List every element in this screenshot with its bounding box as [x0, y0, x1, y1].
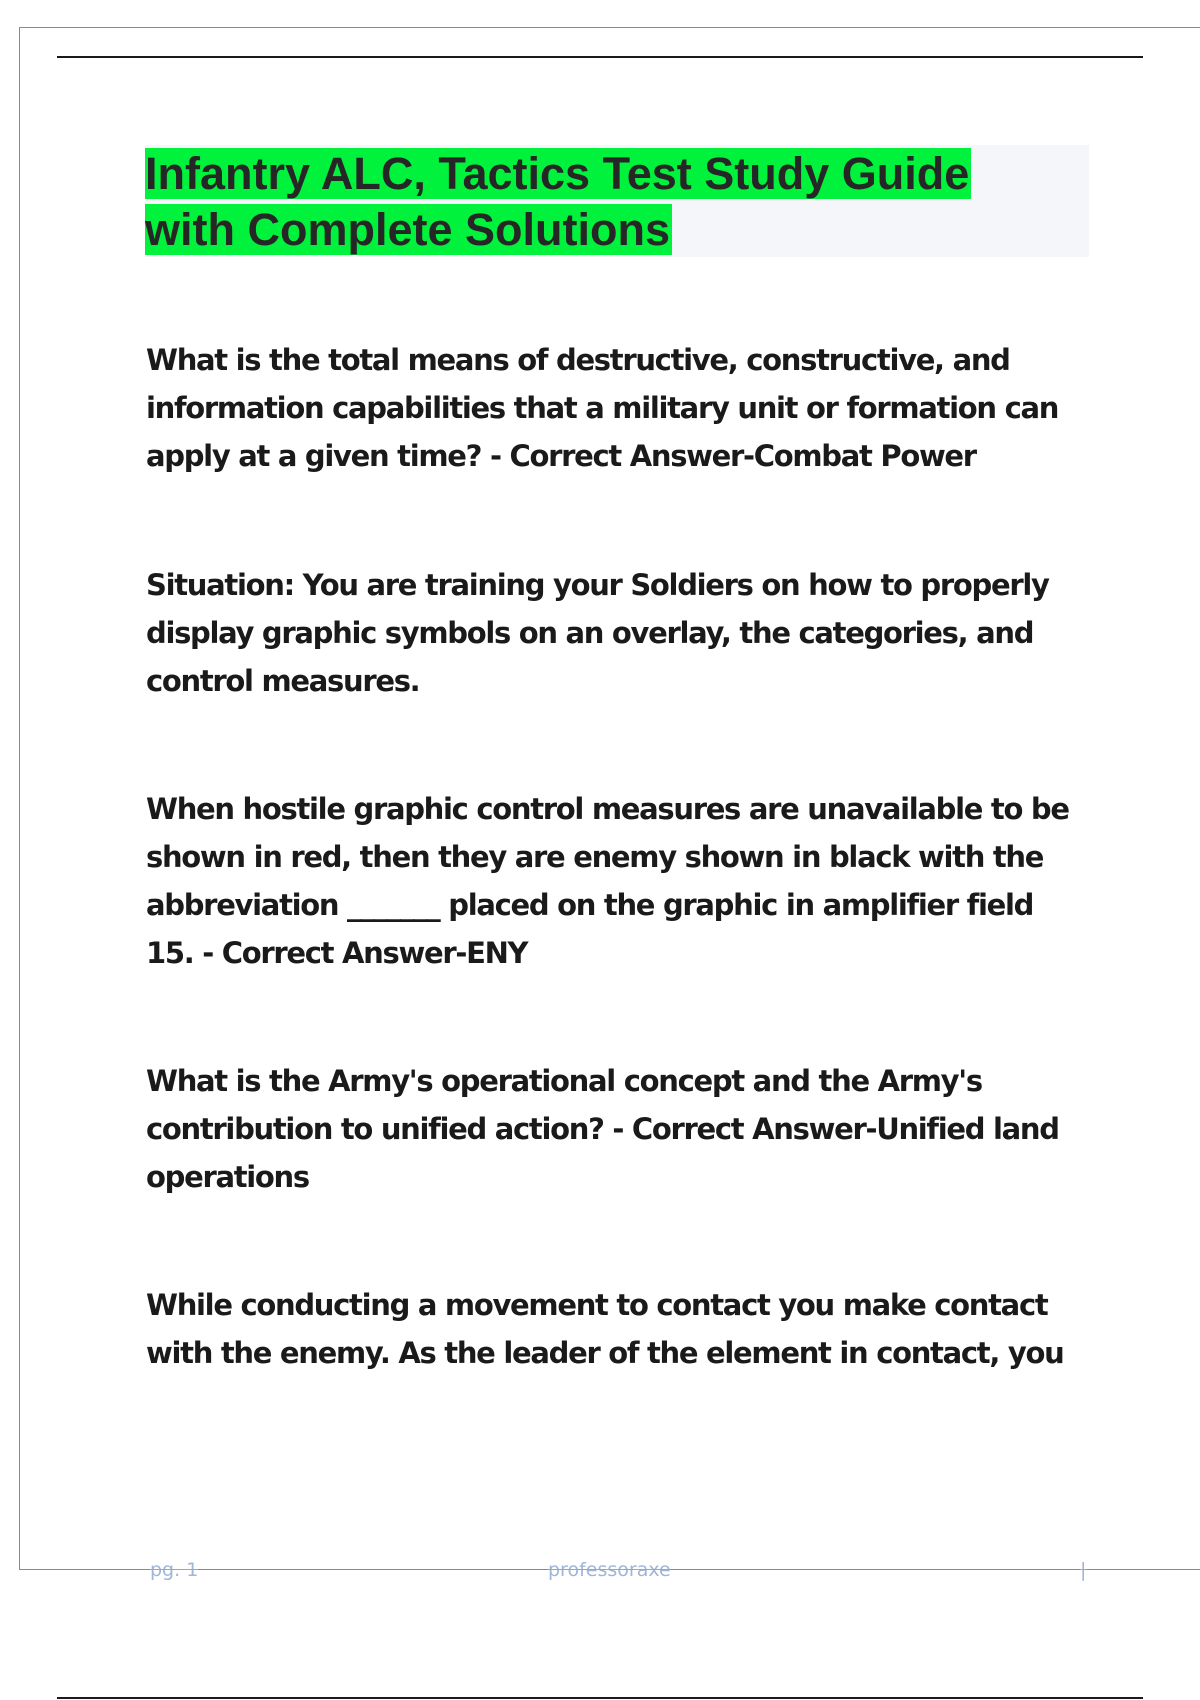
footer-rule [57, 1697, 1143, 1699]
qa-item-5: While conducting a movement to contact you make contact with the enemy. As the leader of the element in contact, you [146, 1288, 1064, 1370]
footer-separator: | [1080, 1559, 1087, 1581]
qa-item-4: What is the Army's operational concept and the Army's contribution to unified action? - Correct Answer-Unified land operations [146, 1064, 1059, 1194]
document-title [145, 146, 1089, 258]
title-line-2: with Complete Solutions [145, 204, 670, 255]
footer-author: professoraxe [548, 1559, 671, 1581]
qa-item-2: Situation: You are training your Soldiers on how to properly display graphic symbols on an overlay, the categories, and control measures. [146, 568, 1049, 698]
title-line-1: Infantry ALC, Tactics Test Study Guide [145, 148, 970, 199]
footer-page-number: pg. 1 [150, 1559, 199, 1581]
qa-item-3: When hostile graphic control measures are unavailable to be shown in red, then they are enemy shown in black with the abbreviation _______ placed on the graphic in amplifier field 15. - Correct Answer-ENY [146, 792, 1069, 970]
header-rule [57, 56, 1143, 58]
qa-item-1: What is the total means of destructive, constructive, and information capabilities that a military unit or formation can apply at a given time? - Correct Answer-Combat Power [146, 343, 1059, 473]
